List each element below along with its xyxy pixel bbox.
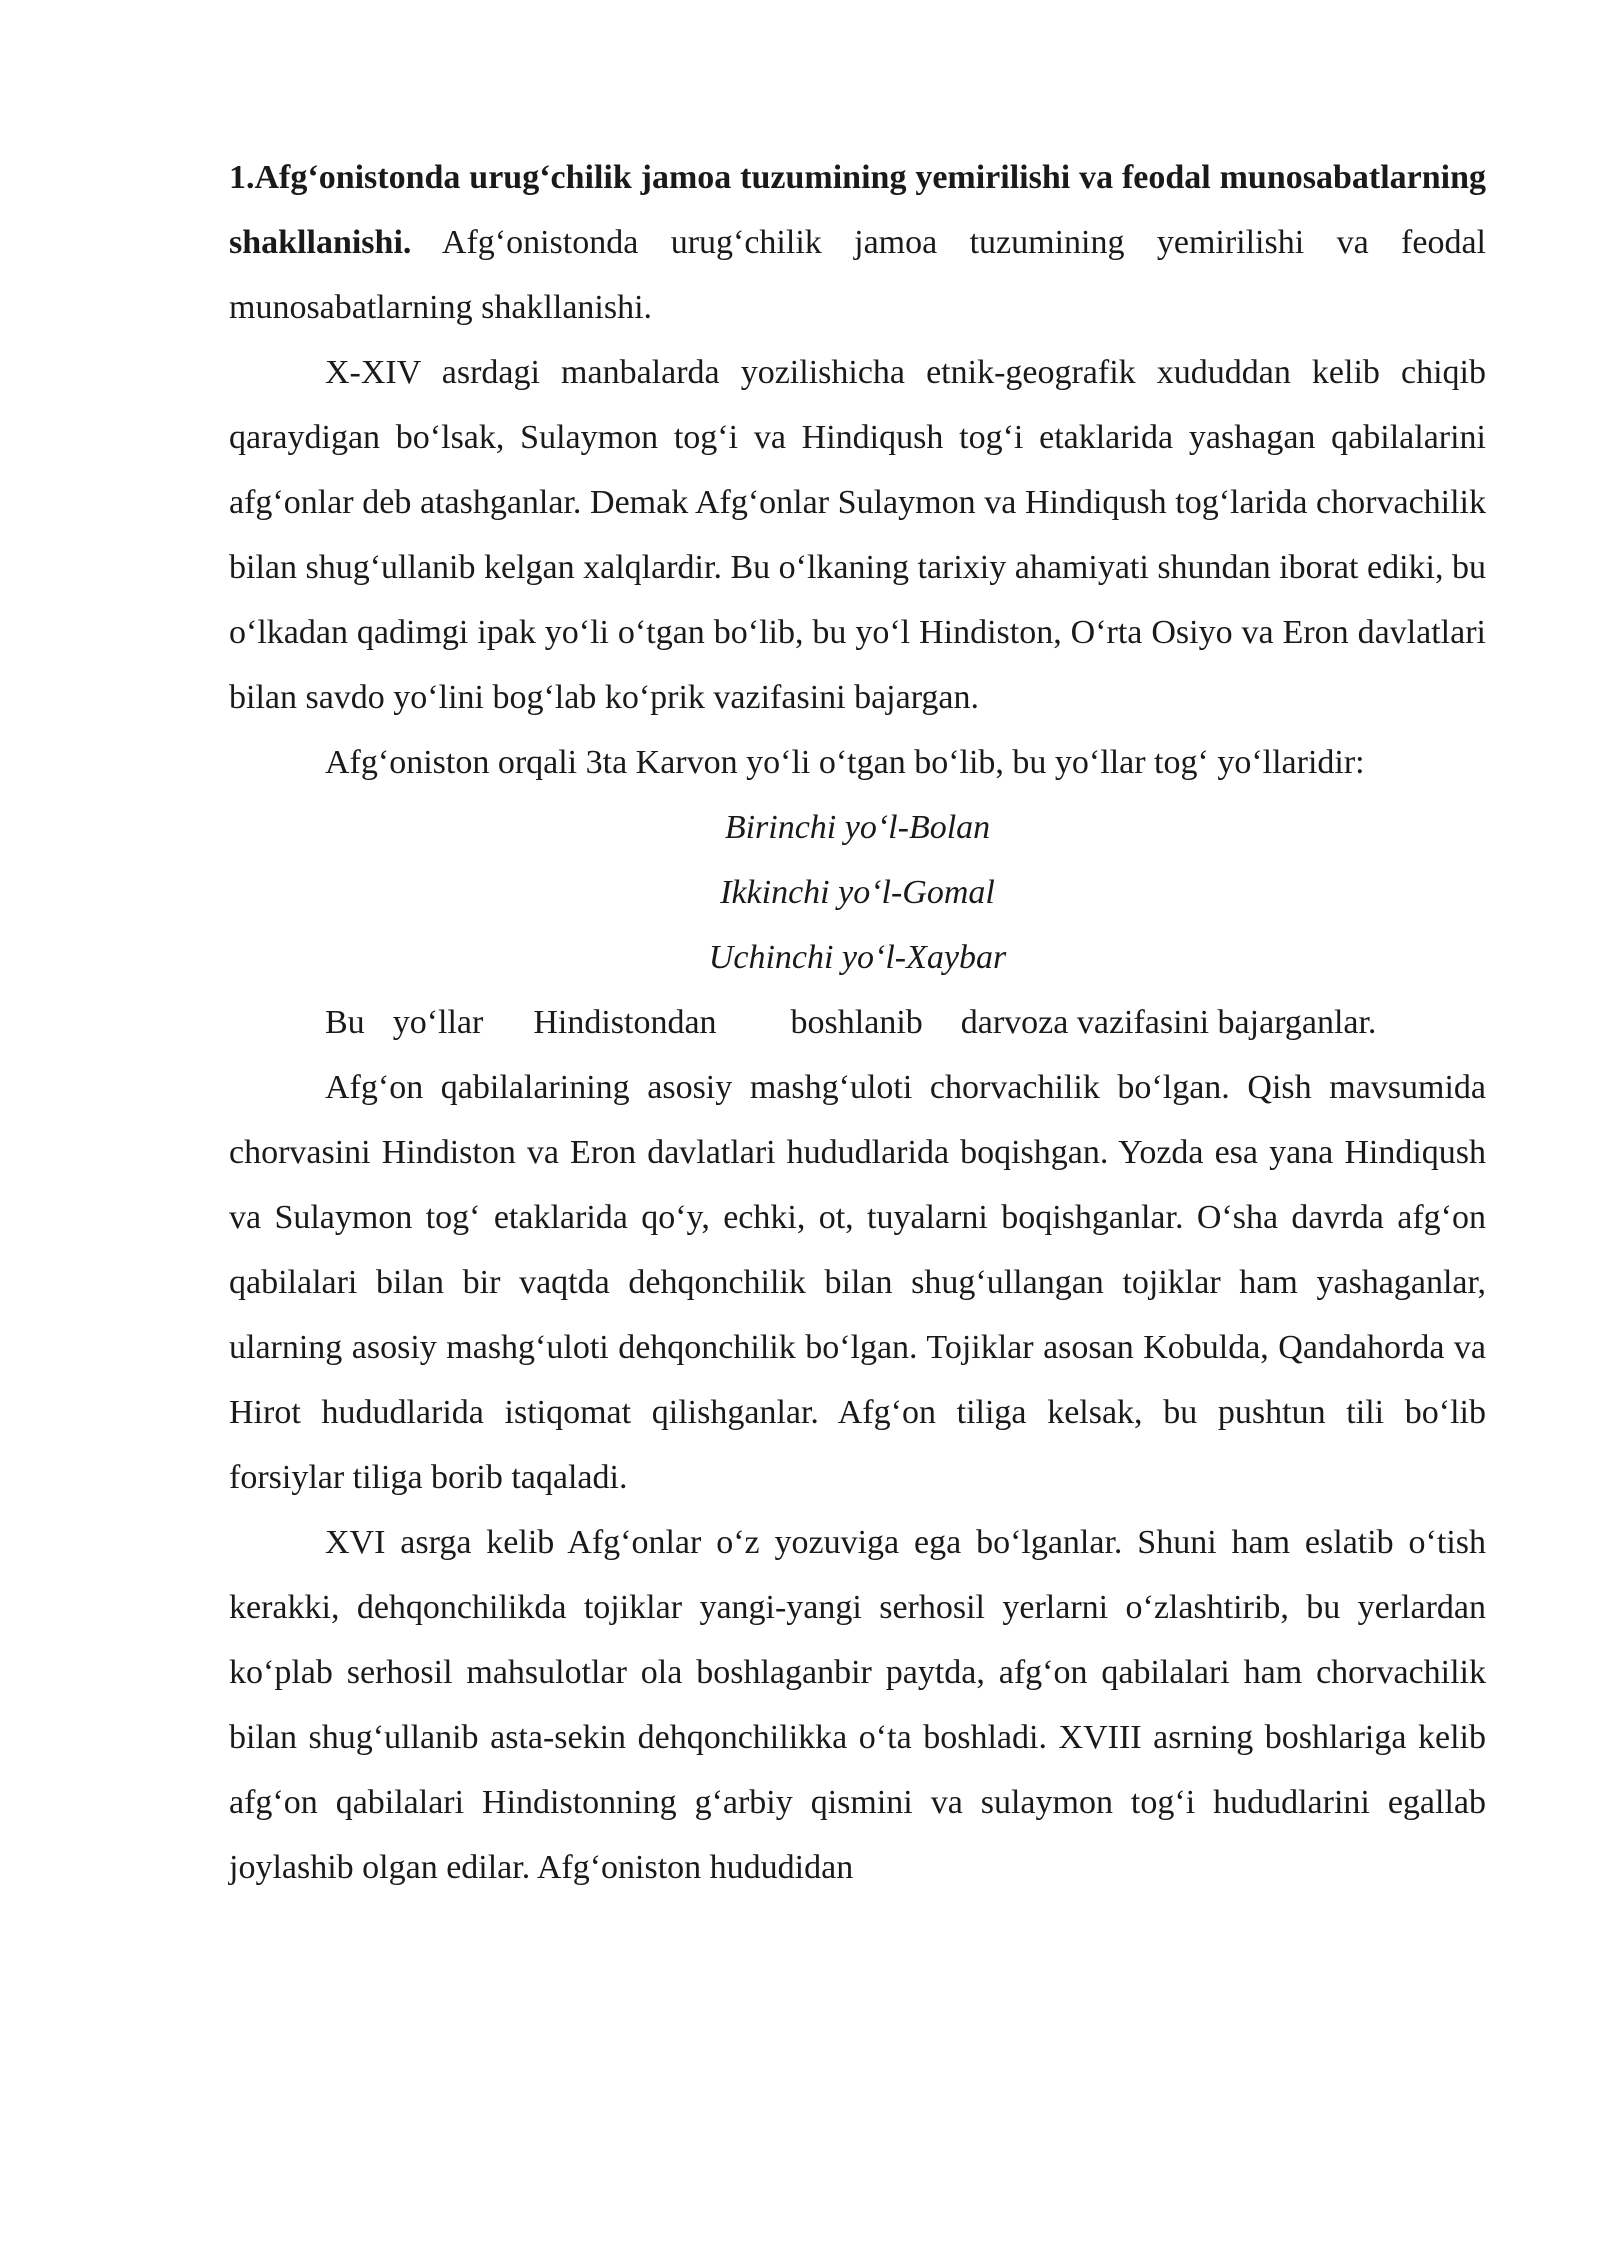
paragraph-roads-gateway (229, 990, 1486, 1055)
route-item-second: Ikkinchi yo‘l-Gomal (720, 874, 995, 911)
roads-word-3: Hindistondan (533, 1004, 717, 1041)
roads-word-4: boshlanib (790, 1004, 923, 1041)
section-heading-paragraph (229, 145, 1486, 340)
paragraph-caravan-roads: Afg‘oniston orqali 3ta Karvon yo‘li o‘tgan bo‘lib, bu yo‘llar tog‘ yo‘llaridir: (325, 744, 1365, 781)
section-heading-continuation: Afg‘onistonda urug‘chilik jamoa tuzumining yemirilishi va feodal munosabatlarning shakllanishi. (229, 224, 1486, 326)
paragraph-livelihood: Afg‘on qabilalarining asosiy mashg‘uloti chorvachilik bo‘lgan. Qish mavsumida chorvasini Hindiston va Eron davlatlari hududlarida boqishgan. Yozda esa yana Hindiqush va Sulaymon tog‘ etaklarida qo‘y, echki, ot, tuyalarni boqishganlar. O‘sha davrda afg‘on qabilalari bilan bir vaqtda dehqonchilik bilan shug‘ullangan tojiklar ham yashaganlar, ularning asosiy mashg‘uloti dehqonchilik bo‘lgan. Tojiklar asosan Kobulda, Qandahorda va Hirot hududlarida istiqomat qilishganlar. Afg‘on tiliga kelsak, bu pushtun tili bo‘lib forsiylar tiliga borib taqaladi. (229, 1069, 1486, 1496)
roads-word-1: Bu (325, 1004, 365, 1041)
paragraph-origins: X-XIV asrdagi manbalarda yozilishicha etnik-geografik xududdan kelib chiqib qaraydigan bo‘lsak, Sulaymon tog‘i va Hindiqush tog‘i etaklarida yashagan qabilalarini afg‘onlar deb atashganlar. Demak Afg‘onlar Sulaymon va Hindiqush tog‘larida chorvachilik bilan shug‘ullanib kelgan xalqlardir. Bu o‘lkaning tarixiy ahamiyati shundan iborat ediki, bu o‘lkadan qadimgi ipak yo‘li o‘tgan bo‘lib, bu yo‘l Hindiston, O‘rta Osiyo va Eron davlatlari bilan savdo yo‘lini bog‘lab ko‘prik vazifasini bajargan. (229, 354, 1486, 716)
route-item-first: Birinchi yo‘l-Bolan (724, 809, 991, 846)
section-heading: 1.Afg‘onistonda urug‘chilik jamoa tuzumining yemirilishi va feodal munosabatlarning shakllanishi. (229, 159, 1486, 261)
paragraph-writing-system: XVI asrga kelib Afg‘onlar o‘z yozuviga ega bo‘lganlar. Shuni ham eslatib o‘tish kerakki, dehqonchilikda tojiklar yangi-yangi serhosil yerlarni o‘zlashtirib, bu yerlardan ko‘plab serhosil mahsulotlar ola boshlaganbir paytda, afg‘on qabilalari ham chorvachilik bilan shug‘ullanib asta-sekin dehqonchilikka o‘ta boshladi. XVIII asrning boshlariga kelib afg‘on qabilalari Hindistonning g‘arbiy qismini va sulaymon tog‘i hududlarini egallab joylashib olgan edilar. Afg‘oniston hududidan (229, 1524, 1486, 1886)
roads-word-5: darvoza vazifasini bajarganlar. (960, 1004, 1377, 1041)
route-item-third: Uchinchi yo‘l-Xaybar (708, 939, 1007, 976)
roads-word-2: yo‘llar (392, 1004, 484, 1041)
text-column (229, 145, 1486, 1900)
